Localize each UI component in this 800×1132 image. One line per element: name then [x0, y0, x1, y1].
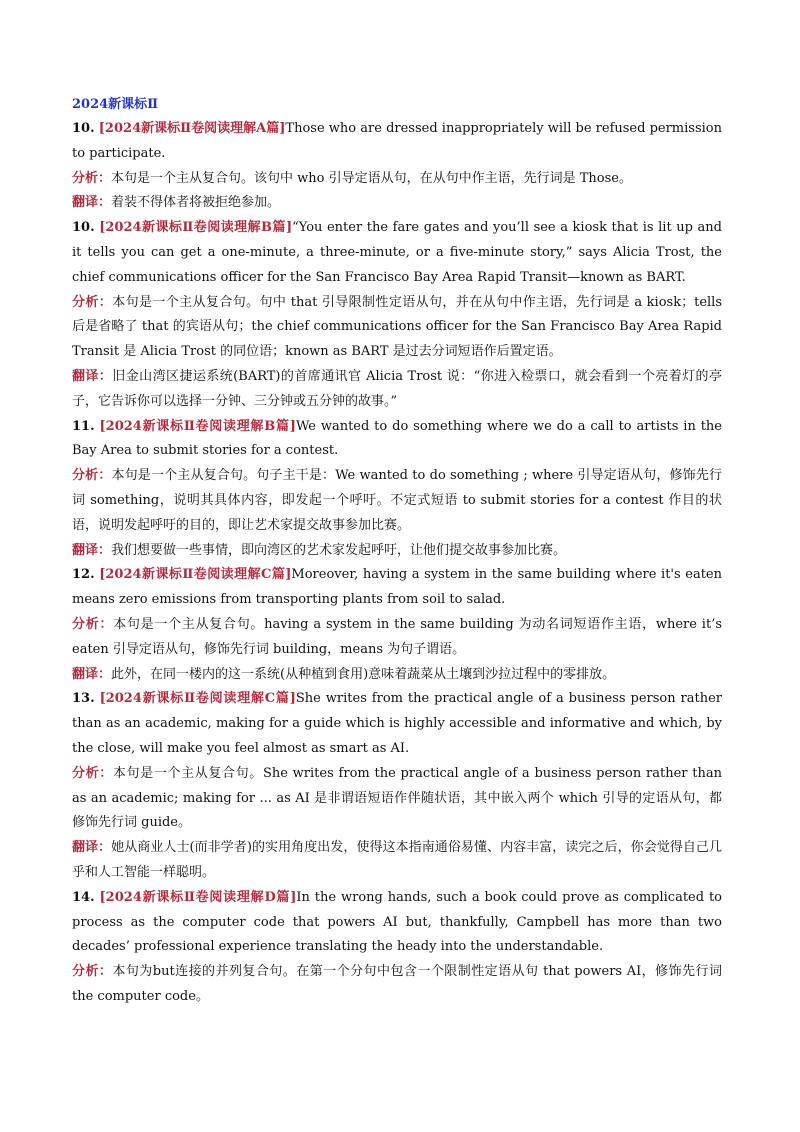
entry-source: [2024新课标Ⅱ卷阅读理解B篇]	[99, 418, 296, 434]
entry-source: [2024新课标Ⅱ卷阅读理解C篇]	[99, 691, 296, 707]
entry-13	[72, 687, 722, 885]
analysis-label: 分析：	[72, 964, 113, 980]
entry-10b	[72, 216, 722, 414]
entry-number: 11.	[72, 418, 95, 434]
entry-analysis	[72, 960, 722, 1010]
entry-sentence	[72, 886, 722, 960]
entry-translation	[72, 191, 722, 216]
entry-sentence-text: Those who are dressed inappropriately will be refused permission to participate.	[72, 121, 722, 161]
translation-label: 翻译：	[72, 368, 113, 384]
entry-10a	[72, 117, 722, 216]
analysis-text: 本句是一个主从复合句。She writes from the practical angle of a business person rather than as an academic; making for ... as AI 是非谓语短语作伴随状语，其中嵌入两个 which 引导的定语从句，都修饰先行词 guide。	[72, 765, 722, 831]
entry-sentence-text: Moreover, having a system in the same building where it's eaten means zero emissions from transporting plants from soil to salad.	[72, 567, 722, 608]
entry-analysis	[72, 167, 722, 192]
document-page	[72, 93, 722, 1010]
translation-text: 着装不得体者将被拒绝参加。	[111, 195, 281, 211]
translation-label: 翻译：	[72, 542, 112, 558]
analysis-label: 分析：	[72, 616, 114, 632]
analysis-text: 本句是一个主从复合句。该句中 who 引导定语从句，在从句中作主语，先行词是 Those。	[111, 170, 632, 186]
section-heading: 2024新课标Ⅱ	[72, 97, 159, 112]
analysis-label: 分析：	[72, 170, 112, 186]
entry-analysis	[72, 613, 722, 663]
translation-text: 旧金山湾区捷运系统(BART)的首席通讯官 Alicia Trost 说：“你进入检票口，就会看到一个亮着灯的亭子，它告诉你可以选择一分钟、三分钟或五分钟的故事。”	[72, 368, 722, 409]
analysis-text: 本句为but连接的并列复合句。在第一个分句中包含一个限制性定语从句 that powers AI，修饰先行词 the computer code。	[72, 964, 722, 1004]
entry-sentence-text: We wanted to do something where we do a call to artists in the Bay Area to submit stories for a contest.	[72, 418, 722, 459]
entry-11	[72, 415, 722, 564]
entry-source: [2024新课标Ⅱ卷阅读理解C篇]	[99, 567, 292, 583]
entry-translation	[72, 539, 722, 564]
analysis-text: 本句是一个主从复合句。having a system in the same building 为动名词短语作主语，where it’s eaten 引导定语从句，修饰先行词 building，means 为句子谓语。	[72, 616, 722, 657]
entry-analysis	[72, 464, 722, 538]
entry-number: 14.	[72, 889, 95, 905]
entry-sentence	[72, 216, 722, 290]
translation-text: 我们想要做一些事情，即向湾区的艺术家发起呼吁，让他们提交故事参加比赛。	[111, 542, 567, 558]
translation-label: 翻译：	[72, 195, 112, 211]
analysis-label: 分析：	[72, 765, 113, 781]
entry-source: [2024新课标Ⅱ卷阅读理解A篇]	[98, 121, 286, 136]
entry-number: 10.	[72, 220, 95, 236]
entry-sentence-text: “You enter the fare gates and you’ll see a kiosk that is lit up and it tells you can get a one-minute, a three-minute, or a five-minute story,” says Alicia Trost, the chief communications officer for the San Francisco Bay Area Rapid Transit—known as BART.	[72, 220, 722, 285]
analysis-text: 本句是一个主从复合句。句子主干是：We wanted to do something ; where 引导定语从句，修饰先行词 something，说明其具体内容，即发起一个呼吁。不定式短语 to submit stories for a contest 作目的状语，说明发起呼吁的目的，即让艺术家提交故事参加比赛。	[72, 468, 722, 533]
translation-label: 翻译：	[72, 666, 112, 682]
analysis-label: 分析：	[72, 468, 112, 484]
entry-translation	[72, 836, 722, 886]
entry-translation	[72, 365, 722, 415]
analysis-text: 本句是一个主从复合句。句中 that 引导限制性定语从句，并在从句中作主语，先行词是 a kiosk；tells 后是省略了 that 的宾语从句；the chief communications officer for the San Francisco Bay Area Rapid Transit 是 Alicia Trost 的同位语；known as BART 是过去分词短语作后置定语。	[72, 294, 722, 360]
entry-analysis	[72, 291, 722, 365]
entry-sentence	[72, 563, 722, 613]
entry-analysis	[72, 762, 722, 836]
translation-text: 她从商业人士(而非学者)的实用角度出发，使得这本指南通俗易懂、内容丰富，读完之后，你会觉得自己几乎和人工智能一样聪明。	[72, 840, 722, 880]
entry-12	[72, 563, 722, 687]
entry-sentence	[72, 117, 722, 167]
entry-number: 10.	[72, 121, 95, 136]
entry-sentence	[72, 687, 722, 761]
entry-sentence	[72, 415, 722, 465]
translation-text: 此外，在同一楼内的这一系统(从种植到食用)意味着蔬菜从土壤到沙拉过程中的零排放。	[111, 666, 616, 682]
entry-source: [2024新课标Ⅱ卷阅读理解B篇]	[99, 220, 293, 236]
entry-translation	[72, 663, 722, 688]
entry-number: 13.	[72, 691, 95, 707]
entry-sentence-text: She writes from the practical angle of a business person rather than as an academic, making for a guide which is highly accessible and informative and which, by the close, will make you feel almost as smart as AI.	[72, 691, 722, 756]
translation-label: 翻译：	[72, 840, 112, 856]
entry-sentence-text: In the wrong hands, such a book could prove as complicated to process as the computer code that powers AI but, thankfully, Campbell has more than two decades’ professional experience translating the heady into the understandable.	[72, 889, 723, 955]
entry-source: [2024新课标Ⅱ卷阅读理解D篇]	[99, 889, 297, 905]
analysis-label: 分析：	[72, 294, 113, 310]
entry-number: 12.	[72, 567, 95, 583]
entry-14	[72, 886, 722, 1010]
